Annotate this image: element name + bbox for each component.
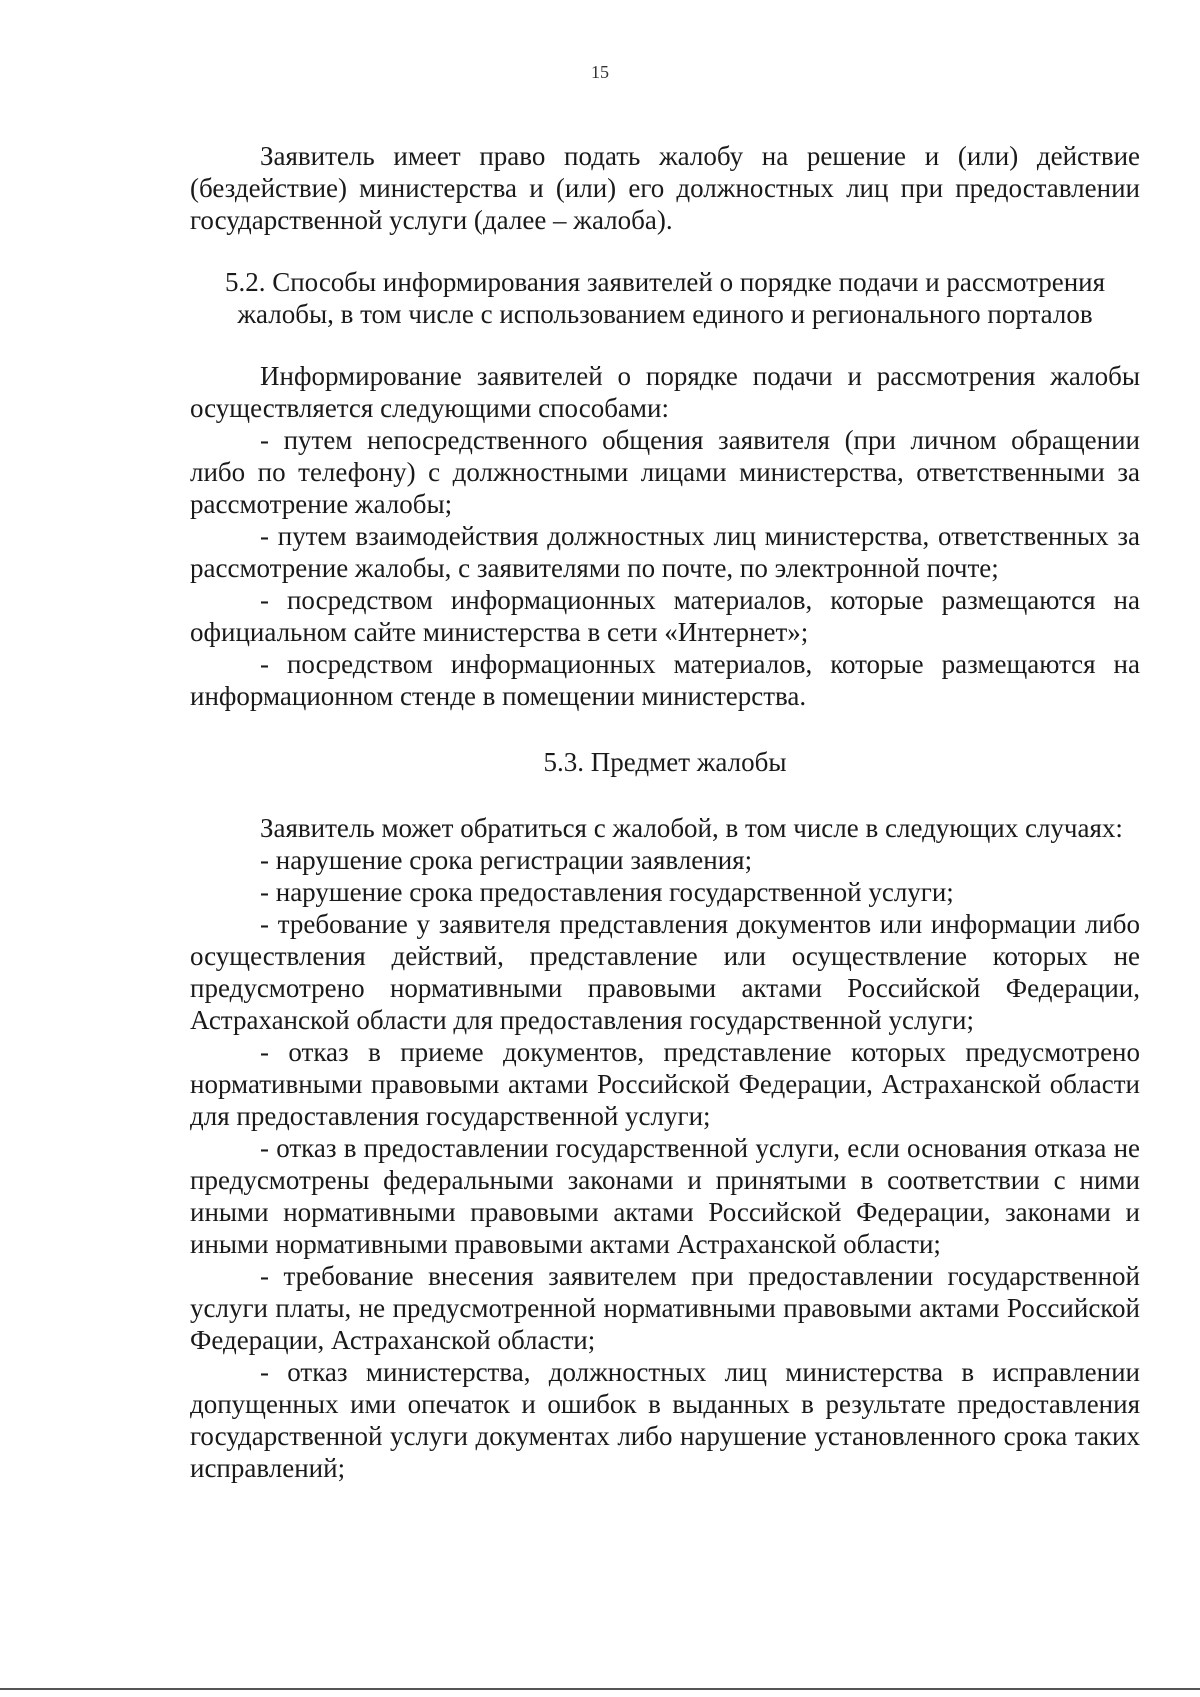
section-5-3-item: - отказ в приеме документов, представление которых предусмотрено нормативными правовыми актами Российской Федерации, Астраханской области для предоставления государственной услуги; [190,1037,1140,1131]
section-5-3-item: - требование внесения заявителем при предоставлении государственной услуги платы, не предусмотренной нормативными правовыми актами Российской Федерации, Астраханской области; [190,1261,1140,1355]
section-5-3-item: - требование у заявителя представления документов или информации либо осуществления действий, представление или осуществление которых не предусмотрено нормативными правовыми актами Российской Федерации, Астраханской области для предоставления государственной услуги; [190,909,1140,1035]
intro-paragraph: Заявитель имеет право подать жалобу на решение и (или) действие (бездействие) министерства и (или) его должностных лиц при предоставлении государственной услуги (далее – жалоба). [190,141,1140,235]
section-heading-5-3: 5.3. Предмет жалобы [543,747,787,777]
section-5-3-item: - нарушение срока регистрации заявления; [260,845,753,875]
section-5-2-item: - путем непосредственного общения заявителя (при личном обращении либо по телефону) с должностными лицами министерства, ответственными за рассмотрение жалобы; [190,425,1140,519]
section-5-3-item: - отказ в предоставлении государственной услуги, если основания отказа не предусмотрены федеральными законами и принятыми в соответствии с ними иными нормативными правовыми актами Российской Федерации, законами и иными нормативными правовыми актами Астраханской области; [190,1133,1140,1259]
section-5-2-item: - посредством информационных материалов, которые размещаются на официальном сайте министерства в сети «Интернет»; [190,585,1140,647]
section-5-2-lead: Информирование заявителей о порядке подачи и рассмотрения жалобы осуществляется следующими способами: [190,361,1140,423]
section-heading-5-2: 5.2. Способы информирования заявителей о порядке подачи и рассмотрения жалобы, в том числе с использованием единого и регионального порталов [224,267,1106,329]
section-5-3-lead: Заявитель может обратиться с жалобой, в том числе в следующих случаях: [260,813,1123,843]
document-body [190,140,1140,1484]
section-5-3-item: - отказ министерства, должностных лиц министерства в исправлении допущенных ими опечаток и ошибок в выданных в результате предоставления государственной услуги документах либо нарушение установленного срока таких исправлений; [190,1357,1140,1483]
section-5-2-item: - путем взаимодействия должностных лиц министерства, ответственных за рассмотрение жалобы, с заявителями по почте, по электронной почте; [190,521,1140,583]
scan-bottom-edge [0,1688,1200,1690]
page-number: 15 [591,62,609,82]
section-5-2-item: - посредством информационных материалов, которые размещаются на информационном стенде в помещении министерства. [190,649,1140,711]
section-5-3-item: - нарушение срока предоставления государственной услуги; [260,877,954,907]
